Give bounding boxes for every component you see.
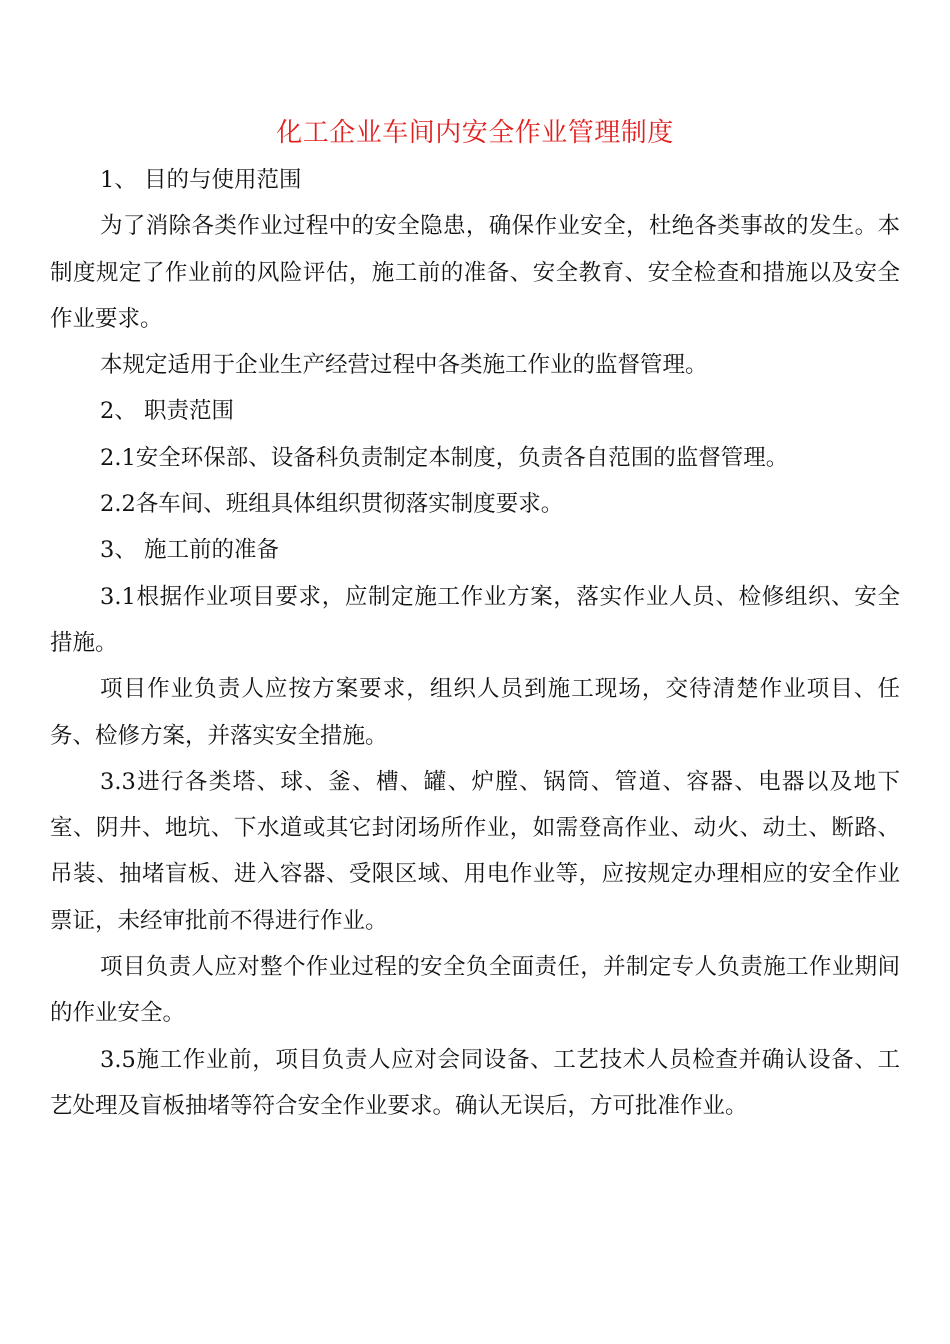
document-title: 化工企业车间内安全作业管理制度: [276, 118, 674, 148]
section-heading-purpose: 1、 目的与使用范围: [100, 167, 302, 193]
section-heading-responsibilities: 2、 职责范围: [100, 398, 234, 425]
section-heading-preparation: 3、 施工前的准备: [100, 537, 279, 564]
paragraph-3-1: 3.1根据作业项目要求，应制定施工作业方案，落实作业人员、检修组织、安全措施。: [50, 583, 900, 656]
document-body: [50, 157, 900, 1129]
paragraph-project-leader: 项目作业负责人应按方案要求，组织人员到施工现场，交待清楚作业项目、任务、检修方案，并落实安全措施。: [50, 676, 900, 749]
paragraph-2-2: 2.2各车间、班组具体组织贯彻落实制度要求。: [100, 491, 564, 518]
paragraph-3-3: 3.3进行各类塔、球、釜、槽、罐、炉膛、锅筒、管道、容器、电器以及地下室、阴井、地坑、下水道或其它封闭场所作业，如需登高作业、动火、动土、断路、吊装、抽堵盲板、进入容器、受限区域、用电作业等，应按规定办理相应的安全作业票证，未经审批前不得进行作业。: [50, 768, 900, 934]
paragraph-2-1: 2.1安全环保部、设备科负责制定本制度，负责各自范围的监督管理。: [100, 444, 789, 471]
paragraph-responsibility: 项目负责人应对整个作业过程的安全负全面责任，并制定专人负责施工作业期间的作业安全。: [50, 954, 900, 1027]
paragraph-purpose: 为了消除各类作业过程中的安全隐患，确保作业安全，杜绝各类事故的发生。本制度规定了作业前的风险评估，施工前的准备、安全教育、安全检查和措施以及安全作业要求。: [50, 213, 900, 332]
paragraph-3-5: 3.5施工作业前，项目负责人应对会同设备、工艺技术人员检查并确认设备、工艺处理及盲板抽堵等符合安全作业要求。确认无误后，方可批准作业。: [50, 1046, 900, 1119]
paragraph-scope: 本规定适用于企业生产经营过程中各类施工作业的监督管理。: [100, 352, 708, 379]
